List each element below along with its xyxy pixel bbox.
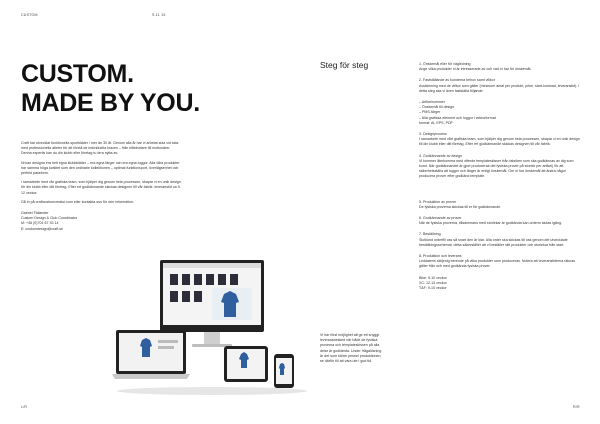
header-left: CUSTOM — [21, 13, 38, 17]
hero-title — [21, 60, 200, 118]
steps-list — [419, 62, 581, 297]
intro-paragraph: Gå in på craftcustomcreator.com eller kontakta oss för mer information. — [21, 199, 135, 204]
laptop-device — [112, 330, 190, 379]
header-center: S.11 15 — [152, 13, 166, 17]
page-number-left: L/R — [21, 405, 28, 409]
page-number-right: R/R — [573, 405, 580, 409]
delivery-times: Bike: 9-10 veckor XC: 12-13 veckor T&F: 9-10 veckor — [419, 275, 447, 291]
intro-paragraph: I samarbete med vår grafiska team, som hjälper dig genom hela processen, skapar vi en unik design för din klubb eller ditt företag. Efter ert godkännande skickas designen till vår fabrik. leveranstid ca 9-12 veckor. — [21, 180, 181, 195]
intro-paragraph: Craft har utvecklat funktionella sportkläder i mer än 30 år. Genom alla år har vi arbetat sida vid sida med professionella atleter för att förstå de individuella kraven – från elitidrottare till motionärer. Denna expertis kan du din klubb eller företag tu drra nytta av. — [21, 141, 179, 156]
step-item: 2. Fastställande av kunderna behov samt villkor Avstämning med de villkor som gäller (minimum antal per produkt, prise, start-kostnad, leveranstid). I detta steg ska vi även fastställa följande: — [419, 78, 580, 93]
devices-illustration — [112, 258, 312, 398]
hero-line-2: MADE BY YOU. — [21, 89, 200, 117]
hero-line-1: CUSTOM. — [21, 60, 134, 88]
contact-block — [21, 211, 181, 232]
contact-email[interactable]: E: customdesign@craft.se — [21, 226, 63, 231]
step-item: – Artikelnummer – Önskemål till design – PMS-färger – Alla grafiska element och loggor i vektorformat format: AI, EPS, PDF — [419, 100, 496, 125]
step-item: 7. Beställning Slutkund orderfill oss så snart den är klar. Alla order ska skickas till oss genom det utvecklade beställningsschemat, detta säkerställer att vi beställer rätt produkter och storlekar från start. — [419, 232, 568, 247]
phone-device — [274, 354, 294, 388]
step-item: 8. Produktion och leverans Leddatens skiljenig berende på vilka produkter som produceras. Notera att leveranstiderna räknas gäller från och med godkända fysiska prover. — [419, 254, 576, 269]
tablet-device — [224, 346, 268, 382]
step-item: 1. Önskemål eller för vägledning Ange vilka produkter ni är intresserade av och vad ni har för önskemål. — [419, 62, 532, 72]
contact-role: Custom Design & Club Coordinator — [21, 216, 78, 221]
step-item: 5. Produktion av prover De fysiska proverna skickas till er för godkännande. — [419, 199, 502, 209]
side-note: Vi har först möjlighet att ge ett snyggt leveransbesked när både de fysiska proverna och templateskissen på alla delar är godkända. Under frågalösning är det som större peseel produktionen, se därför till att vara ute i god tid. — [320, 333, 382, 364]
devices-shadow — [117, 387, 307, 395]
section-title: Steg för steg — [320, 60, 369, 70]
step-item: 6. Godkännande av prover När de fysiska proverna, tillsammans med storlekar är godkända kan orderm slutas igång. — [419, 216, 563, 226]
contact-name: Gabriel Fällander — [21, 211, 49, 216]
contact-phone: M: +46 (0)701 67 33 14 — [21, 221, 59, 226]
intro-paragraph: Ni kan designa era helt egna klubbkläder – era egna färger och era egna loggor. Alla våra produkter har samma höga kvalitet som den ordinarie kollektionen – optimal funktionsport, överlägsenhet och perfekt passform. — [21, 160, 180, 176]
step-item: 4. Godkännande av design Vi kommer återkomma med offerde templateskisser från fabriken som ska godkännas av dig som kund. När godkännandet är gjort produceras det fysiska prover på storlek per artikel) för att säkerhetsställa att loggor och färger är enligt önskemål. Om ni har önskemål att ändra något producera prover efter godkänd template. — [419, 153, 574, 179]
step-item: 3. Designprocess I samarbete med vårt grafiska team, som hjälper dig genom hela processen, skapar vi en unik design till din klubb eller ditt företag. Efter ert godkännande skickas designen till vår fabrik. — [419, 132, 580, 147]
intro-text-block — [21, 141, 181, 232]
